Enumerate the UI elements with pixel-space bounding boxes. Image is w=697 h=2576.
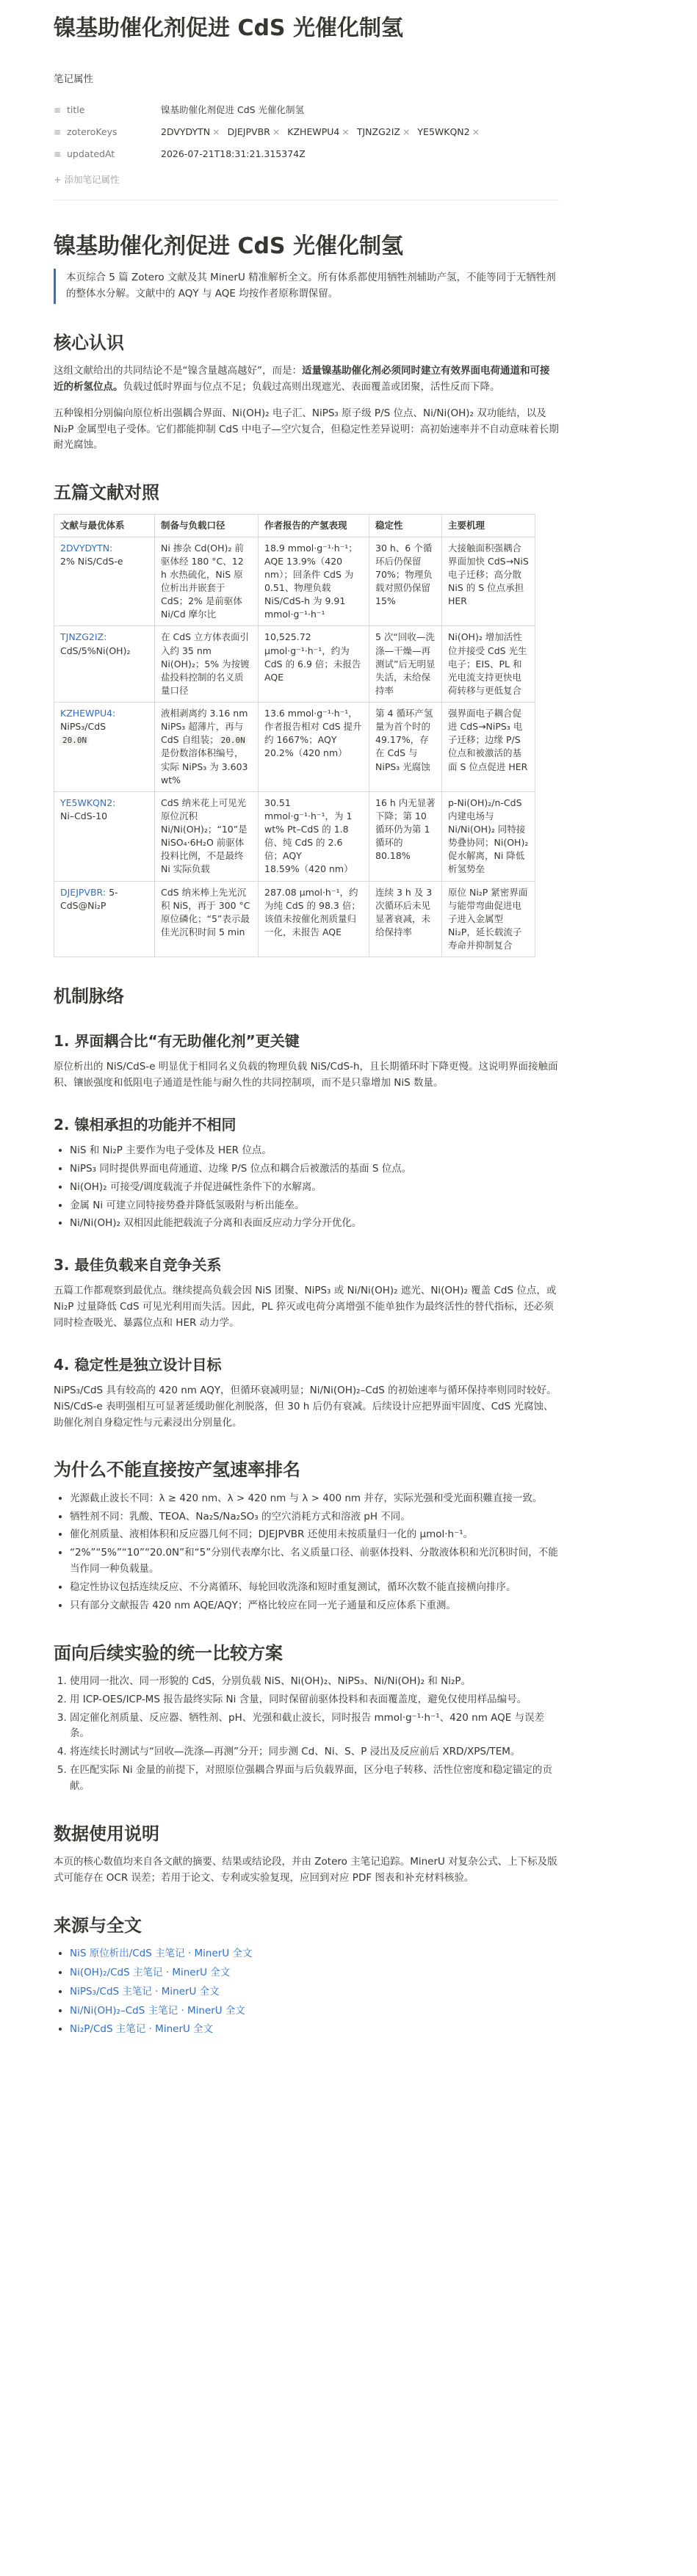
column-header: 稳定性 bbox=[369, 514, 442, 537]
list-item: • NiS 和 Ni₂P 主要作为电子受体及 HER 位点。 bbox=[70, 1143, 559, 1159]
mechanism-paragraph: 原位析出的 NiS/CdS-e 明显优于相同名义负载的物理负载 NiS/CdS-h，且长期循环时下降更慢。这说明界面接触面积、镶嵌强度和低阻电子通道是性能与耐久性的共同控制项，而不是只靠增加 NiS 数量。 bbox=[54, 1061, 558, 1089]
list-item: 3. 固定催化剂质量、反应器、牺牲剂、pH、光强和截止波长，同时报告 mmol·g⁻¹·h⁻¹、420 nm AQE 与误差条。 bbox=[70, 1710, 559, 1743]
zotero-key-link[interactable]: KZHEWPU4: bbox=[60, 708, 116, 719]
system-label: CdS/5%Ni(OH)₂ bbox=[60, 645, 131, 656]
list-item: • 只有部分文献报告 420 nm AQE/AQY；严格比较应在同一光子通量和反应体系下重测。 bbox=[70, 1598, 559, 1614]
source-link[interactable]: Ni(OH)₂/CdS 主笔记 · MinerU 全文 bbox=[70, 1966, 231, 1978]
sample-code: 20.0N bbox=[219, 736, 248, 745]
prep-text: 是份数溶体积编号，实际 NiPS₃ 为 3.603 wt% bbox=[161, 747, 248, 786]
plus-icon: + bbox=[54, 174, 62, 186]
document-heading: 镍基助催化剂促进 CdS 光催化制氢 bbox=[54, 233, 403, 259]
system-label: Ni–CdS-10 bbox=[60, 810, 108, 821]
property-row-title[interactable] bbox=[54, 99, 559, 121]
key-chip[interactable]: DJEJPVBR bbox=[227, 126, 270, 138]
stability-cell: 5 次“回收—洗涤—干燥—再测试”后无明显失活，未给保持率 bbox=[369, 626, 442, 703]
property-value-updatedat[interactable]: 2026-07-21T18:31:21.315374Z bbox=[161, 148, 306, 160]
mechanism-cell: Ni(OH)₂ 增加活性位并接受 CdS 光生电子；EIS、PL 和光电流支持更快电荷转移与更低复合 bbox=[442, 626, 535, 703]
table-row bbox=[54, 791, 535, 881]
list-item: 5. 在匹配实际 Ni 金量的前提下，对照原位强耦合界面与后负载界面，区分电子转移、活性位密度和稳定锚定的贡献。 bbox=[70, 1763, 559, 1795]
stability-cell: 第 4 循环产氢量为首个时的 49.17%，存在 CdS 与 NiPS₃ 光腐蚀 bbox=[369, 703, 442, 792]
system-label: NiPS₃/CdS bbox=[60, 721, 106, 733]
reference-cell bbox=[54, 537, 155, 626]
subsection-heading: 3. 最佳负载来自竞争关系 bbox=[54, 1256, 222, 1274]
property-key-label: title bbox=[67, 104, 85, 116]
performance-cell: 287.08 μmol·h⁻¹，约为纯 CdS 的 98.3 倍；该值未按催化剂质量归一化，未报告 AQE bbox=[259, 881, 369, 957]
list-item: • 金属 Ni 可建立同特接势叠并降低氢吸附与析出能垒。 bbox=[70, 1198, 559, 1214]
core-text: 这组文献给出的共同结论不是“镍含量越高越好”，而是： bbox=[54, 365, 302, 377]
sample-code: 20.0N bbox=[60, 736, 89, 745]
property-value-title[interactable]: 镍基助催化剂促进 CdS 光催化制氢 bbox=[161, 104, 305, 116]
subsection-heading: 4. 稳定性是独立设计目标 bbox=[54, 1355, 222, 1374]
mechanism-cell: 强界面电子耦合促进 CdS→NiPS₃ 电子迁移；边缘 P/S 位点和被激活的基面 S 位点促进 HER bbox=[442, 703, 535, 792]
list-item: 1. 使用同一批次、同一形貌的 CdS，分别负载 NiS、Ni(OH)₂、NiPS₃、Ni/Ni(OH)₂ 和 Ni₂P。 bbox=[70, 1674, 559, 1690]
property-key-label: zoteroKeys bbox=[67, 126, 118, 138]
mechanism-paragraph: 五篇工作都观察到最优点。继续提高负载会因 NiS 团聚、NiPS₃ 或 Ni/Ni(OH)₂ 遮光、Ni(OH)₂ 覆盖 CdS 位点，或 Ni₂P 过量降低 CdS 可见光利用而失活。因此，PL 猝灭或电荷分离增强不能单独作为最终活性的替代指标，还必须同时检查吸光、暴露位点和 HER 动力学。 bbox=[54, 1285, 557, 1329]
list-item bbox=[70, 1946, 559, 1962]
list-item: • 光源截止波长不同：λ ≥ 420 nm、λ > 420 nm 与 λ > 400 nm 并存，实际光强和受光面积難直接一致。 bbox=[70, 1491, 559, 1507]
list-item: • 催化剂质量、液相体积和反应器几何不同；DJEJPVBR 还使用未按质量归一化的 μmol·h⁻¹。 bbox=[70, 1527, 559, 1543]
prep-cell: Ni 掺杂 Cd(OH)₂ 前驱体经 180 °C、12 h 水热硫化，NiS 原位析出并嵌套于 CdS；2% 是前驱体 Ni/Cd 摩尔比 bbox=[155, 537, 259, 626]
list-item: • NiPS₃ 同时提供界面电荷通道、边缘 P/S 位点和耦合后被激活的基面 S 位点。 bbox=[70, 1161, 559, 1178]
list-item: 2. 用 ICP-OES/ICP-MS 报告最终实际 Ni 含量，同时保留前驱体投料和表面覆盖度，避免仅使用样品编号。 bbox=[70, 1692, 559, 1708]
prep-cell bbox=[155, 703, 259, 792]
text-lines-icon: ≡ bbox=[54, 104, 62, 115]
reference-cell bbox=[54, 703, 155, 792]
sources-list bbox=[54, 1946, 559, 2038]
add-property-button[interactable] bbox=[54, 173, 559, 187]
list-item: • 稳定性协议包括连续反应、不分离循环、每轮回收洗涤和短时重复测试，循环次数不能直接横向排序。 bbox=[70, 1580, 559, 1596]
property-row-updatedat[interactable] bbox=[54, 143, 559, 165]
list-item bbox=[70, 1965, 559, 1981]
prep-cell: 在 CdS 立方体表面引入约 35 nm Ni(OH)₂；5% 为按镀盐投料控制的名义质量口径 bbox=[155, 626, 259, 703]
source-link[interactable]: Ni/Ni(OH)₂–CdS 主笔记 · MinerU 全文 bbox=[70, 2004, 245, 2017]
system-label: 2% NiS/CdS-e bbox=[60, 555, 123, 567]
property-value-chips bbox=[161, 125, 484, 139]
key-chip[interactable]: 2DVYDYTN bbox=[161, 126, 211, 138]
column-header: 主要机理 bbox=[442, 514, 535, 537]
table-row bbox=[54, 881, 535, 957]
performance-cell: 10,525.72 μmol·g⁻¹·h⁻¹，约为 CdS 的 6.9 倍；未报告 AQE bbox=[259, 626, 369, 703]
key-chip[interactable]: KZHEWPU4 bbox=[287, 126, 340, 138]
reference-cell bbox=[54, 626, 155, 703]
table-row bbox=[54, 626, 535, 703]
usage-paragraph: 本页的核心数值均来自各文献的摘要、结果或结论段，并由 Zotero 主笔记追踪。MinerU 对复杂公式、上下标及版式可能存在 OCR 误差；若用于论文、专利或实验复现，应回到对应 PDF 图表和补充材料核验。 bbox=[54, 1856, 557, 1884]
reference-cell bbox=[54, 791, 155, 881]
section-heading-core: 核心认识 bbox=[54, 332, 124, 353]
core-emphasis: 适量镍基助催化剂必须同时建立有效界面电荷通道和可接近的析氢位点。 bbox=[54, 365, 550, 393]
zotero-key-link[interactable]: YE5WKQN2: bbox=[60, 797, 116, 808]
source-link[interactable]: Ni₂P/CdS 主笔记 · MinerU 全文 bbox=[70, 2023, 214, 2036]
system-label: 5-CdS@Ni₂P bbox=[60, 886, 118, 911]
list-item bbox=[70, 2022, 559, 2038]
remove-chip-icon[interactable]: × bbox=[402, 126, 411, 138]
zotero-key-link[interactable]: DJEJPVBR: bbox=[60, 886, 106, 898]
mechanism-cell: 原位 Ni₂P 紧密界面与能带弯曲促进电子进入金属型 Ni₂P，延长载流子寿命并抑制复合 bbox=[442, 881, 535, 957]
column-header: 作者报告的产氢表现 bbox=[259, 514, 369, 537]
remove-chip-icon[interactable]: × bbox=[472, 126, 480, 138]
section-heading-ranking: 为什么不能直接按产氢速率排名 bbox=[54, 1459, 300, 1481]
key-chip[interactable]: YE5WKQN2 bbox=[417, 126, 470, 138]
mechanism-cell: 大接触面积强耦合界面加快 CdS→NiS 电子迁移；高分散 NiS 的 S 位点承担 HER bbox=[442, 537, 535, 626]
list-item: • Ni/Ni(OH)₂ 双相因此能把载流子分离和表面反应动力学分开优化。 bbox=[70, 1216, 559, 1232]
zotero-key-link[interactable]: 2DVYDYTN: bbox=[60, 542, 113, 554]
subsection-heading: 2. 镍相承担的功能并不相同 bbox=[54, 1116, 236, 1134]
remove-chip-icon[interactable]: × bbox=[342, 126, 350, 138]
text-lines-icon: ≡ bbox=[54, 126, 62, 137]
column-header: 制备与负载口径 bbox=[155, 514, 259, 537]
key-chip[interactable]: TJNZG2IZ bbox=[356, 126, 400, 138]
column-header: 文献与最优体系 bbox=[54, 514, 155, 537]
intro-callout: 本页综合 5 篇 Zotero 文献及其 MinerU 精准解析全文。所有体系都使用牺牲剂辅助产氢，不能等同于无牺牲剂的整体水分解。文献中的 AQY 与 AQE 均按作者原称谓保留。 bbox=[54, 269, 559, 304]
list-item bbox=[70, 2003, 559, 2020]
performance-cell: 13.6 mmol·g⁻¹·h⁻¹，作者报告相对 CdS 提升约 1667%；AQY 20.2%（420 nm） bbox=[259, 703, 369, 792]
prep-cell: CdS 纳米花上可见光原位沉积 Ni/Ni(OH)₂；“10”是 NiSO₄·6H₂O 前驱体投料比例，不是最终 Ni 实际负载 bbox=[155, 791, 259, 881]
section-heading-usage: 数据使用说明 bbox=[54, 1823, 159, 1844]
stability-cell: 16 h 内无显著下降；第 10 循环仍为第 1 循环的 80.18% bbox=[369, 791, 442, 881]
page bbox=[54, 0, 559, 2038]
list-item: • Ni(OH)₂ 可接受/调度载流子并促进碱性条件下的水解离。 bbox=[70, 1180, 559, 1196]
list-item: • 牺牲剂不同：乳酸、TEOA、Na₂S/Na₂SO₃ 的空穴消耗方式和溶液 pH 不同。 bbox=[70, 1509, 559, 1525]
section-heading-sources: 来源与全文 bbox=[54, 1915, 142, 1936]
table-header-row bbox=[54, 514, 535, 537]
property-row-zoterokeys[interactable] bbox=[54, 121, 559, 143]
ranking-caveats-list bbox=[54, 1491, 559, 1614]
core-paragraph-1 bbox=[54, 363, 559, 396]
list-item: • “2%”“5%”“10”“20.0N”和“5”分别代表摩尔比、名义质量口径、前驱体投料、分散液体积和光沉积时间，不能当作同一种负载量。 bbox=[70, 1545, 559, 1578]
core-text: 负载过低时界面与位点不足；负载过高则出现遮光、表面覆盖或团聚，活性反而下降。 bbox=[123, 380, 500, 393]
text-lines-icon: ≡ bbox=[54, 148, 62, 159]
remove-chip-icon[interactable]: × bbox=[212, 126, 220, 138]
section-heading-protocol: 面向后续实验的统一比较方案 bbox=[54, 1642, 283, 1663]
source-link[interactable]: NiPS₃/CdS 主笔记 · MinerU 全文 bbox=[70, 1985, 220, 1998]
properties-panel bbox=[54, 99, 559, 165]
protocol-steps-list bbox=[54, 1674, 559, 1795]
table-row bbox=[54, 703, 535, 792]
list-item bbox=[70, 1984, 559, 2000]
prep-text: 液相剥离约 3.16 nm NiPS₃ 超薄片，再与 CdS 自组装； bbox=[161, 708, 248, 746]
nickel-phase-list bbox=[54, 1143, 559, 1232]
remove-chip-icon[interactable]: × bbox=[272, 126, 281, 138]
list-item: 4. 将连续长时测试与“回收—洗涤—再测”分开；同步测 Cd、Ni、S、P 浸出及反应前后 XRD/XPS/TEM。 bbox=[70, 1744, 559, 1760]
property-key bbox=[54, 147, 161, 162]
comparison-table bbox=[54, 514, 535, 958]
reference-cell bbox=[54, 881, 155, 957]
section-heading-mechanism: 机制脉络 bbox=[54, 986, 124, 1007]
add-property-label: 添加笔记属性 bbox=[64, 174, 120, 186]
performance-cell: 18.9 mmol·g⁻¹·h⁻¹；AQE 13.9%（420 nm）；回条件 CdS 为 0.51、物理负载 NiS/CdS-h 为 9.91 mmol·g⁻¹·h⁻¹ bbox=[259, 537, 369, 626]
section-heading-compare: 五篇文献对照 bbox=[54, 482, 159, 504]
properties-heading: 笔记属性 bbox=[54, 73, 93, 85]
core-paragraph-2: 五种镍相分别偏向原位析出强耦合界面、Ni(OH)₂ 电子汇、NiPS₃ 原子级 P/S 位点、Ni/Ni(OH)₂ 双功能结，以及 Ni₂P 金属型电子受体。它们都能抑制 CdS 中电子—空穴复合，但稳定性差异说明：高初始速率并不自动意味着长期耐光腐蚀。 bbox=[54, 407, 559, 451]
page-title: 镍基助催化剂促进 CdS 光催化制氢 bbox=[54, 15, 403, 41]
mechanism-cell: p-Ni(OH)₂/n-CdS 内建电场与 Ni/Ni(OH)₂ 同特接势叠协同；Ni(OH)₂ 促水解离，Ni 降低析氢势垒 bbox=[442, 791, 535, 881]
source-link[interactable]: NiS 原位析出/CdS 主笔记 · MinerU 全文 bbox=[70, 1947, 253, 1959]
stability-cell: 连续 3 h 及 3 次循环后未见显著衰减，未给保持率 bbox=[369, 881, 442, 957]
property-key bbox=[54, 103, 161, 117]
mechanism-paragraph: NiPS₃/CdS 具有较高的 420 nm AQY，但循环衰减明显；Ni/Ni(OH)₂–CdS 的初始速率与循环保持率则同时较好。NiS/CdS-e 表明强相互可显著延缓助催化剂脱落，但 30 h 后仍有衰减。后续设计应把界面牢固度、CdS 光腐蚀、助催化剂自身稳定性与元素浸出分别量化。 bbox=[54, 1384, 557, 1429]
table-row bbox=[54, 537, 535, 626]
zotero-key-link[interactable]: TJNZG2IZ: bbox=[60, 631, 107, 643]
property-key-label: updatedAt bbox=[67, 148, 115, 160]
prep-cell: CdS 纳米棒上先光沉积 NiS，再于 300 °C 原位磷化；“5”表示最佳光沉积时间 5 min bbox=[155, 881, 259, 957]
subsection-heading: 1. 界面耦合比“有无助催化剂”更关键 bbox=[54, 1032, 300, 1051]
stability-cell: 30 h、6 个循环后仍保留 70%；物理负载对照仍保留 15% bbox=[369, 537, 442, 626]
property-key bbox=[54, 125, 161, 139]
performance-cell: 30.51 mmol·g⁻¹·h⁻¹，为 1 wt% Pt–CdS 的 1.8 倍、纯 CdS 的 2.6 倍；AQY 18.59%（420 nm） bbox=[259, 791, 369, 881]
